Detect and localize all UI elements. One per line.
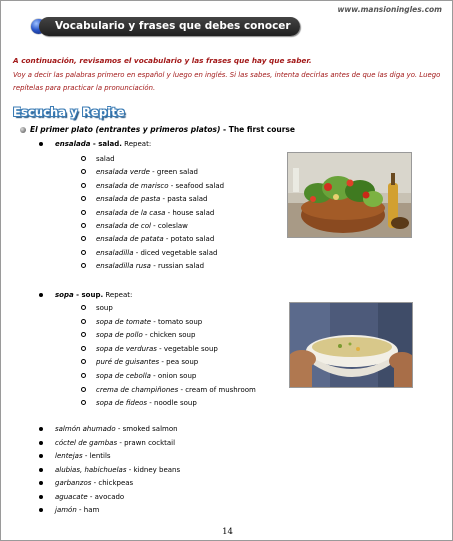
item-spanish: ensalada de marisco — [96, 181, 169, 190]
item-spanish: ensalada de la casa — [96, 208, 166, 217]
list-item — [55, 451, 111, 461]
list-bullet — [81, 156, 86, 161]
list-bullet — [81, 359, 86, 364]
list-bullet — [81, 210, 86, 215]
list-bullet — [81, 387, 86, 392]
page-title: Vocabulario y frases que debes conocer — [39, 17, 300, 36]
list-bullet — [81, 400, 86, 405]
list-item — [96, 221, 188, 231]
group-head-soup: sopa - soup. Repeat: — [55, 291, 133, 299]
list-item — [55, 478, 133, 488]
bullet-icon — [20, 127, 26, 133]
list-bullet — [81, 346, 86, 351]
soup-photo — [289, 302, 413, 388]
list-bullet — [39, 293, 43, 297]
item-spanish: ensalada de patata — [96, 235, 164, 244]
item-english: - pasta salad — [160, 195, 208, 204]
soup-image — [290, 303, 413, 388]
item-spanish: soup — [96, 304, 113, 312]
course-spanish: El primer plato (entrantes y primeros platos) — [30, 125, 221, 134]
list-item — [96, 330, 195, 340]
list-bullet — [81, 223, 86, 228]
list-bullet — [39, 427, 43, 431]
item-english: - diced vegetable salad — [133, 248, 218, 257]
list-item — [96, 154, 115, 164]
item-english: - lentils — [82, 452, 111, 460]
list-bullet — [81, 319, 86, 324]
list-bullet — [81, 183, 86, 188]
list-item — [96, 371, 196, 381]
page-number: 14 — [222, 527, 233, 537]
item-english: - cream of mushroom — [178, 385, 256, 394]
list-item — [55, 424, 178, 434]
salad-photo — [287, 152, 412, 238]
item-english: - avocado — [87, 492, 125, 501]
list-bullet — [39, 468, 43, 472]
item-spanish: aguacate — [55, 492, 88, 501]
course-english: - The first course — [220, 125, 295, 134]
item-english: - prawn cocktail — [117, 438, 176, 447]
list-bullet — [39, 441, 43, 445]
item-english: - potato salad — [163, 235, 215, 244]
list-item — [96, 248, 217, 258]
item-english: - kidney beans — [126, 465, 181, 474]
item-english: - coleslaw — [150, 222, 188, 230]
list-item — [96, 385, 256, 395]
list-bullet — [81, 305, 86, 310]
list-bullet — [39, 142, 43, 146]
item-spanish: sopa de tomate — [96, 317, 152, 326]
course-subheading — [20, 125, 295, 134]
list-bullet — [39, 454, 43, 458]
list-item — [96, 317, 202, 327]
list-item — [96, 167, 198, 177]
section-title: Escucha y Repite — [13, 105, 125, 119]
item-english: - green salad — [149, 168, 198, 177]
item-english: - vegetable soup — [156, 344, 218, 353]
item-english: - tomato soup — [151, 317, 203, 326]
group-head-salad: ensalada - salad. Repeat: — [55, 140, 152, 148]
item-spanish: ensaladilla rusa — [96, 262, 151, 271]
item-spanish: ensalada de pasta — [96, 195, 161, 204]
item-spanish: crema de champiñones — [96, 385, 179, 394]
list-item — [96, 194, 208, 204]
list-item — [96, 181, 224, 191]
list-item — [55, 505, 99, 515]
item-english: - russian salad — [150, 262, 205, 271]
item-spanish: sopa de verduras — [96, 344, 157, 353]
item-spanish: jamón — [55, 506, 77, 514]
list-item — [55, 438, 175, 448]
item-english: - chicken soup — [142, 331, 196, 340]
item-spanish: sopa de cebolla — [96, 372, 151, 380]
list-bullet — [81, 250, 86, 255]
list-item — [96, 261, 204, 271]
item-spanish: ensaladilla — [96, 248, 134, 257]
list-item — [96, 303, 113, 313]
list-bullet — [39, 481, 43, 485]
item-english: - ham — [76, 506, 100, 514]
item-spanish: salad — [96, 155, 115, 163]
item-spanish: garbanzos — [55, 479, 92, 487]
item-spanish: alubias, habichuelas — [55, 465, 127, 474]
list-item — [55, 465, 180, 475]
item-spanish: ensalada verde — [96, 168, 150, 177]
list-bullet — [81, 332, 86, 337]
item-english: - pea soup — [159, 358, 199, 367]
item-spanish: lentejas — [55, 452, 83, 460]
intro-heading: A continuación, revisamos el vocabulario y las frases que hay que saber. — [13, 56, 312, 65]
item-spanish: puré de guisantes — [96, 358, 160, 367]
item-english: - house salad — [165, 208, 215, 217]
salad-image — [288, 153, 412, 238]
list-bullet — [81, 236, 86, 241]
item-english: - smoked salmon — [115, 425, 178, 433]
intro-paragraph: Voy a decir las palabras primero en español y luego en inglés. Si las sabes, intenta decirlas antes de que las diga yo. Luego repítelas para practicar la pronunciación. — [13, 71, 441, 92]
list-bullet — [39, 508, 43, 512]
list-bullet — [81, 196, 86, 201]
site-url: www.mansioningles.com — [337, 5, 442, 14]
list-bullet — [81, 263, 86, 268]
list-item — [96, 398, 197, 408]
list-bullet — [81, 169, 86, 174]
item-english: - chickpeas — [91, 479, 134, 487]
item-spanish: cóctel de gambas — [55, 438, 118, 447]
item-english: - onion soup — [150, 372, 197, 380]
item-spanish: salmón ahumado — [55, 425, 116, 433]
list-bullet — [39, 495, 43, 499]
list-item — [55, 492, 124, 502]
list-item — [96, 344, 218, 354]
list-item — [96, 208, 214, 218]
item-english: - noodle soup — [147, 399, 197, 408]
item-english: - seafood salad — [168, 181, 225, 190]
item-spanish: ensalada de col — [96, 222, 151, 230]
list-bullet — [81, 373, 86, 378]
item-spanish: sopa de fideos — [96, 399, 148, 408]
list-item — [96, 234, 214, 244]
item-spanish: sopa de pollo — [96, 331, 143, 340]
list-item — [96, 357, 198, 367]
